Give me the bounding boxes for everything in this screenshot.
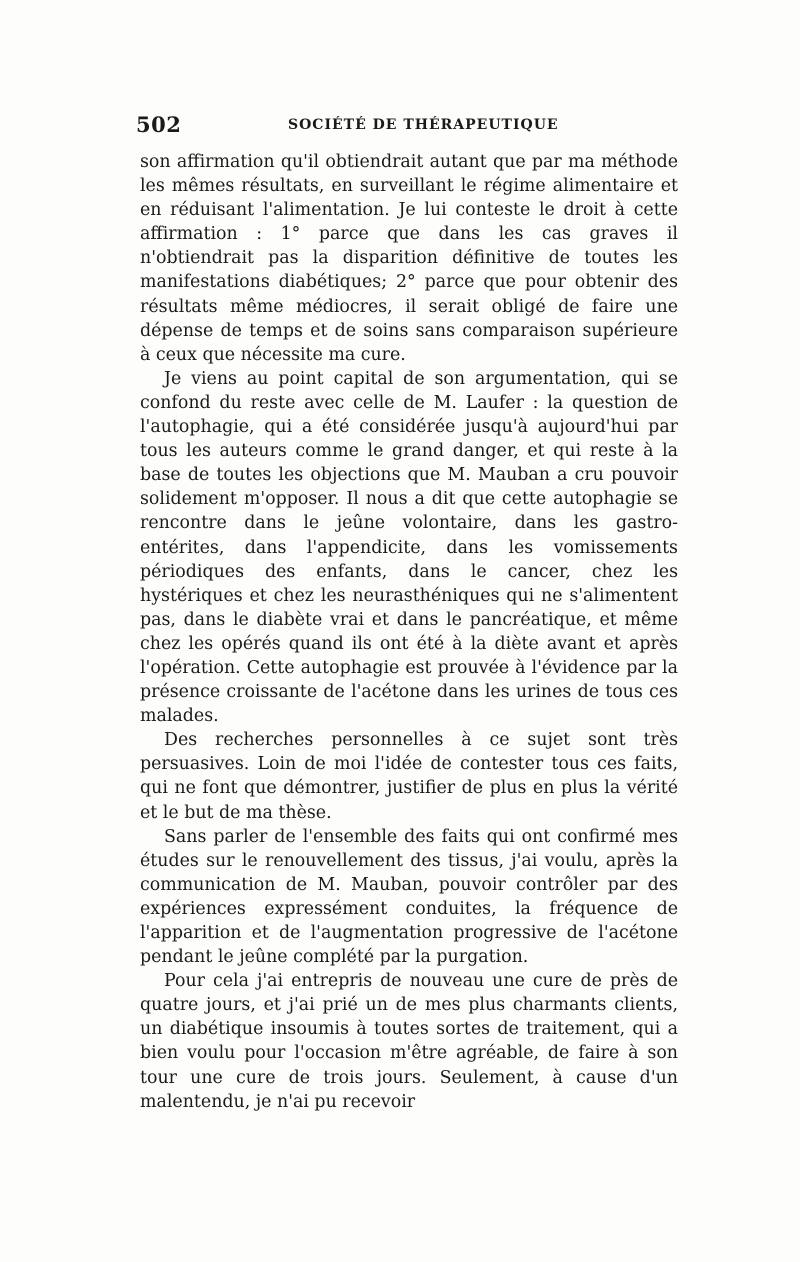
paragraph-3: Des recherches personnelles à ce sujet sont très persuasives. Loin de moi l'idée de contester tous ces faits, qui ne font que démontrer, justifier de plus en plus la vérité et le but de ma thèse. bbox=[140, 730, 678, 823]
paragraph-1: son affirmation qu'il obtiendrait autant que par ma méthode les mêmes résultats, en surveillant le régime alimentaire et en réduisant l'alimentation. Je lui conteste le droit à cette affirmation : 1° parce que dans les cas graves il n'obtiendrait pas la disparition définitive de toutes les manifestations diabétiques; 2° parce que pour obtenir des résultats même médiocres, il serait obligé de faire une dépense de temps et de soins sans comparaison supérieure à ceux que nécessite ma cure. bbox=[140, 152, 678, 365]
paragraph-2: Je viens au point capital de son argumentation, qui se confond du reste avec celle de M. Laufer : la question de l'autophagie, qui a été considérée jusqu'à aujourd'hui par tous les auteurs comme le grand danger, et qui reste à la base de toutes les objections que M. Mauban a cru pouvoir solidement m'opposer. Il nous a dit que cette autophagie se rencontre dans le jeûne volontaire, dans les gastro-entérites, dans l'appendicite, dans les vomissements périodiques des enfants, dans le cancer, chez les hystériques et chez les neurasthéniques qui ne s'alimentent pas, dans le diabète vrai et dans le pancréatique, et même chez les opérés quand ils ont été à la diète avant et après l'opération. Cette autophagie est prouvée à l'évidence par la présence croissante de l'acétone dans les urines de tous ces malades. bbox=[140, 368, 678, 727]
page-number: 502 bbox=[136, 112, 182, 137]
running-title: SOCIÉTÉ DE THÉRAPEUTIQUE bbox=[288, 117, 559, 133]
paragraph-5: Pour cela j'ai entrepris de nouveau une cure de près de quatre jours, et j'ai prié un de mes plus charmants clients, un diabétique insoumis à toutes sortes de traitement, qui a bien voulu pour l'occasion m'être agréable, de faire à son tour une cure de trois jours. Seulement, à cause d'un malentendu, je n'ai pu recevoir bbox=[140, 971, 678, 1112]
paragraph-4: Sans parler de l'ensemble des faits qui ont confirmé mes études sur le renouvellement des tissus, j'ai voulu, après la communication de M. Mauban, pouvoir contrôler par des expériences expressément conduites, la fréquence de l'apparition et de l'augmentation progressive de l'acétone pendant le jeûne complété par la purgation. bbox=[140, 826, 678, 968]
body-text bbox=[140, 150, 678, 1114]
page-header bbox=[136, 112, 684, 148]
